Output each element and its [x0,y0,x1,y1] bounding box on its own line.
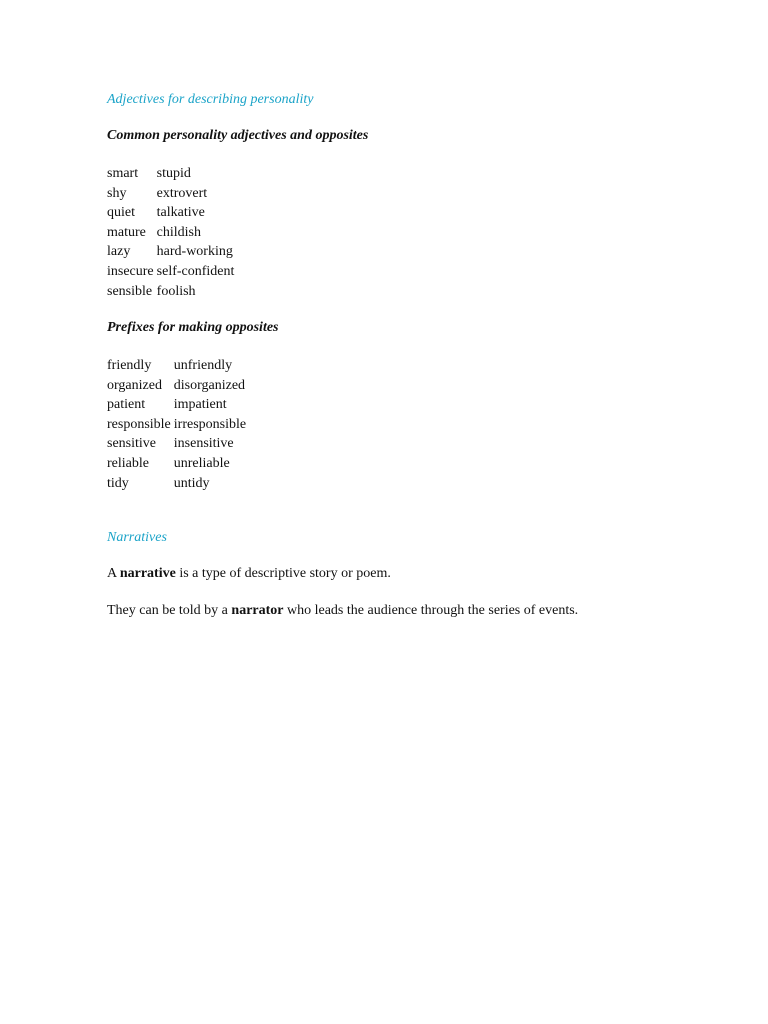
table-row [107,262,234,282]
subheading-prefixes: Prefixes for making opposites [107,320,279,335]
bold-term-narrative: narrative [119,566,176,581]
prefix-word: organized [107,377,162,393]
adjective-word: quiet [107,205,135,221]
table-row [107,474,246,494]
paragraph-text: is a type of descriptive story or poem. [175,566,391,581]
adjective-word: shy [107,185,127,201]
table-row [107,356,246,376]
prefix-opposites-table [107,356,246,493]
table-row [107,434,246,454]
prefix-opposite: unfriendly [173,358,233,373]
table-row [107,454,246,474]
section-title-adjectives: Adjectives for describing personality [107,92,314,107]
narrative-definition-paragraph [107,566,391,582]
prefix-word: responsible [107,416,171,432]
paragraph-text: They can be told by a [107,603,232,618]
adjective-word: lazy [107,244,131,260]
prefix-opposite: disorganized [173,377,246,393]
adjective-opposite: foolish [156,283,196,299]
adjective-word: mature [107,224,146,240]
adjective-word: insecure [107,263,154,279]
prefix-word: patient [107,397,146,413]
table-row [107,184,234,204]
prefix-word: sensitive [107,436,156,452]
prefix-word: reliable [107,455,149,471]
table-row [107,415,246,435]
table-row [107,376,246,396]
narrator-paragraph [107,603,578,619]
adjective-opposite: childish [156,224,201,240]
adjective-word: smart [107,166,139,181]
table-row [107,164,234,184]
prefix-opposite: irresponsible [173,416,247,432]
bold-term-narrator: narrator [231,603,284,618]
adjective-opposite: self-confident [156,263,235,279]
prefix-opposite: untidy [173,475,210,491]
table-row [107,242,234,262]
adjective-opposite: hard-working [156,244,233,260]
section-title-narratives: Narratives [107,530,167,545]
paragraph-text: who leads the audience through the series of events. [283,603,579,618]
table-row [107,223,234,243]
adjective-opposites-table [107,164,234,301]
table-row [107,282,234,302]
adjective-opposite: talkative [156,205,205,221]
adjective-word: sensible [107,283,153,299]
adjective-opposite: stupid [156,166,191,181]
table-row [107,203,234,223]
prefix-opposite: impatient [173,397,227,413]
paragraph-text: A [107,566,120,581]
subheading-common-adjectives: Common personality adjectives and opposites [107,128,369,143]
table-row [107,395,246,415]
prefix-opposite: insensitive [173,436,234,452]
adjective-opposite: extrovert [156,185,208,201]
prefix-opposite: unreliable [173,455,230,471]
prefix-word: tidy [107,475,129,491]
prefix-word: friendly [107,358,152,373]
